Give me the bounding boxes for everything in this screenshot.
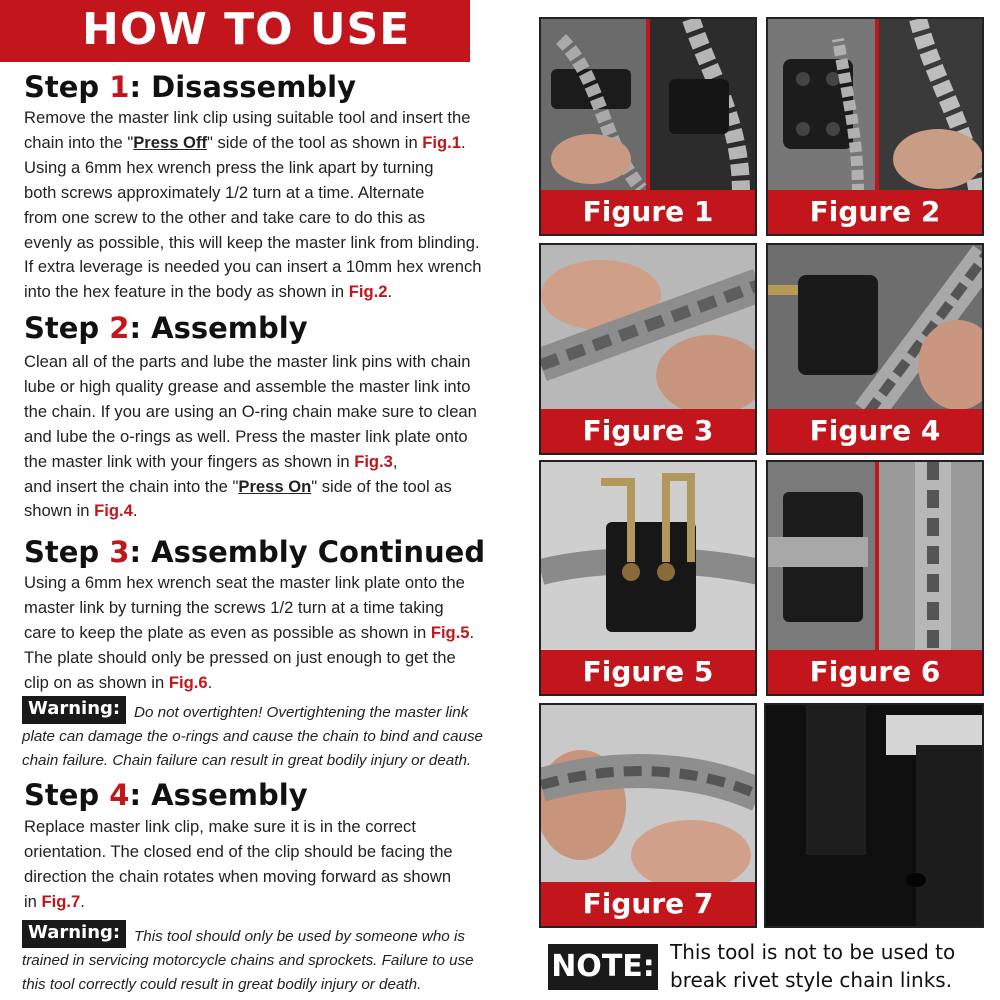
step-number: 3 [109, 535, 130, 569]
text-line: into the hex feature in the body as shown in Fig.2. [24, 282, 393, 302]
master-link-photo-icon [541, 705, 755, 886]
text-line: chain into the "Press Off" side of the tool as shown in Fig.1. [24, 132, 466, 152]
note-line: This tool is not to be used to [670, 940, 956, 964]
text-line: shown in Fig.4. [24, 501, 138, 521]
chain-tool-photo-icon [541, 19, 755, 194]
warning-line: this tool correctly could result in great bodily injury or death. [22, 976, 422, 993]
warning-1-text [22, 701, 532, 773]
step-number: 1 [109, 70, 130, 104]
warning-line: trained in servicing motorcycle chains and sprockets. Failure to use [22, 952, 474, 969]
text-line: evenly as possible, this will keep the master link from blinding. [24, 232, 480, 252]
warning-2-text [22, 925, 532, 997]
step-title: : Assembly [129, 778, 308, 812]
text-line: the chain. If you are using an O-ring chain make sure to clean [24, 401, 477, 421]
text-line: If extra leverage is needed you can insert a 10mm hex wrench [24, 257, 482, 277]
warning-line: Do not overtighten! Overtightening the master link [134, 704, 469, 721]
text-line: Using a 6mm hex wrench seat the master link plate onto the [24, 573, 465, 592]
tool-side-keyword: Press Off [133, 132, 207, 152]
figure-3 [539, 243, 757, 455]
figure-reference: Fig.1 [422, 132, 462, 152]
chain-tool-photo-icon [768, 19, 982, 194]
warning-line: chain failure. Chain failure can result in great bodily injury or death. [22, 752, 472, 769]
chain-tool-photo-icon [768, 462, 982, 654]
title-banner [0, 0, 470, 62]
figure-reference: Fig.4 [94, 501, 133, 521]
chain-tool-photo-icon [768, 245, 982, 413]
text-line: The plate should only be pressed on just enough to get the [24, 647, 456, 667]
text-line: care to keep the plate as even as possible as shown in Fig.5. [24, 622, 475, 642]
text-line: clip on as shown in Fig.6. [24, 672, 213, 692]
warning-line: This tool should only be used by someone who is [134, 928, 465, 945]
text-line: from one screw to the other and take care to do this as [24, 207, 426, 227]
step-number: 4 [109, 778, 130, 812]
figure-caption: Figure 3 [541, 409, 755, 453]
text-line: in Fig.7. [24, 891, 85, 911]
step-4-text [24, 815, 524, 915]
step-3-heading [24, 535, 485, 569]
hex-wrench-photo-icon [541, 462, 755, 654]
text-line: and lube the o-rings as well. Press the master link plate onto [24, 426, 468, 446]
text-line: the master link with your fingers as shown in Fig.3, [24, 451, 398, 471]
figure-caption: Figure 2 [768, 190, 982, 234]
figure-caption: Figure 6 [768, 650, 982, 694]
step-label: Step [24, 70, 110, 104]
text-line: lube or high quality grease and assemble the master link into [24, 376, 471, 396]
step-number: 2 [109, 311, 130, 345]
step-2-text [24, 350, 524, 524]
figure-reference: Fig.2 [348, 282, 388, 302]
warning-line: plate can damage the o-rings and cause the chain to bind and cause [22, 728, 484, 745]
step-1-heading [24, 70, 356, 104]
chain-hands-photo-icon [541, 245, 755, 413]
page-title: HOW TO USE [82, 4, 411, 55]
tool-side-keyword: Press On [238, 476, 312, 496]
figure-5 [539, 460, 757, 696]
text-line: orientation. The closed end of the clip should be facing the [24, 841, 453, 861]
step-4-heading [24, 778, 308, 812]
figure-6 [766, 460, 984, 696]
figure-reference: Fig.3 [354, 451, 393, 471]
step-2-heading [24, 311, 308, 345]
text-line: Replace master link clip, make sure it is in the correct [24, 817, 416, 836]
tool-closeup-photo-icon [766, 705, 982, 928]
figure-caption: Figure 4 [768, 409, 982, 453]
step-title: : Assembly [129, 311, 308, 345]
warning-badge: Warning: [22, 920, 126, 948]
step-3-text [24, 571, 524, 696]
step-title: : Assembly Continued [129, 535, 486, 569]
warning-badge: Warning: [22, 696, 126, 724]
figure-1 [539, 17, 757, 236]
step-label: Step [24, 535, 110, 569]
figure-caption: Figure 7 [541, 882, 755, 926]
step-label: Step [24, 778, 110, 812]
figure-reference: Fig.7 [41, 891, 81, 911]
step-title: : Disassembly [129, 70, 357, 104]
text-line: direction the chain rotates when moving forward as shown [24, 866, 452, 886]
text-line: Clean all of the parts and lube the master link pins with chain [24, 352, 471, 371]
text-line: both screws approximately 1/2 turn at a time. Alternate [24, 182, 425, 202]
note-line: break rivet style chain links. [670, 968, 953, 992]
tool-closeup [764, 703, 984, 928]
figure-caption: Figure 5 [541, 650, 755, 694]
note-badge: NOTE: [548, 944, 658, 990]
text-line: master link by turning the screws 1/2 turn at a time taking [24, 597, 444, 617]
figure-4 [766, 243, 984, 455]
text-line: and insert the chain into the "Press On" side of the tool as [24, 476, 452, 496]
figure-reference: Fig.5 [430, 622, 470, 642]
figure-caption: Figure 1 [541, 190, 755, 234]
figure-reference: Fig.6 [168, 672, 208, 692]
note-text [670, 938, 990, 994]
figure-2 [766, 17, 984, 236]
text-line: Using a 6mm hex wrench press the link apart by turning [24, 157, 434, 177]
step-label: Step [24, 311, 110, 345]
figure-7 [539, 703, 757, 928]
text-line: Remove the master link clip using suitable tool and insert the [24, 108, 471, 127]
step-1-text [24, 106, 524, 305]
